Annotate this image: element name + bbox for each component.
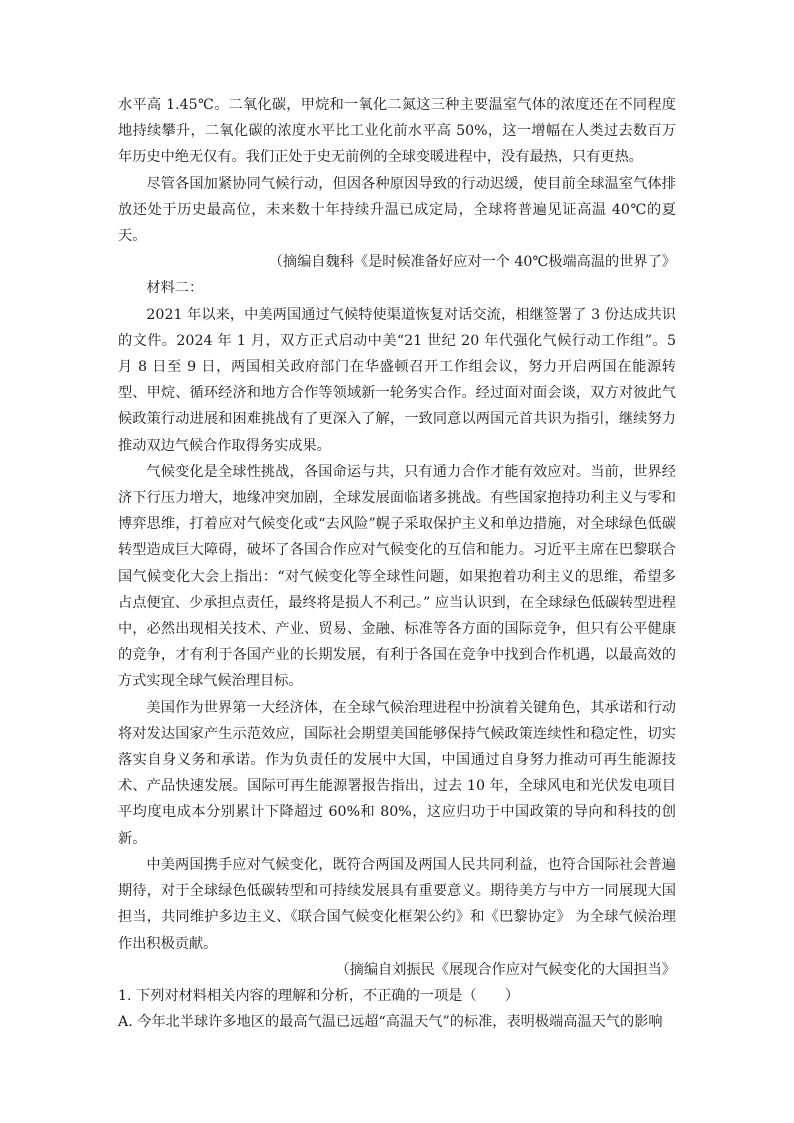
material1-paragraph-continued: 水平高 1.45℃。二氧化碳，甲烷和一氧化二氮这三种主要温室气体的浓度还在不同程度地持续攀升，二氧化碳的浓度水平比工业化前水平高 50%，这一增幅在人类过去数百万年历史中绝无仅有。我们正处于史无前例的全球变暖进程中，没有最热，只有更热。 bbox=[118, 97, 676, 166]
question-stem: 1. 下列对材料相关内容的理解和分析，不正确的一项是（ ） bbox=[118, 987, 520, 1004]
document-body bbox=[118, 92, 676, 1035]
question-option-a: A. 今年北半球许多地区的最高气温已远超“高温天气”的标准，表明极端高温天气的影响 bbox=[118, 1014, 663, 1031]
material1-source: （摘编自魏科《是时候准备好应对一个 40℃极端高温的世界了》 bbox=[268, 254, 676, 271]
material2-paragraph-4: 中美两国携手应对气候变化，既符合两国及两国人民共同利益，也符合国际社会普遍期待，对于全球绿色低碳转型和可持续发展具有重要意义。期待美方与中方一同展现大国担当，共同维护多边主义、《联合国气候变化框架公约》和《巴黎协定》 为全球气候治理作出积极贡献。 bbox=[118, 856, 676, 952]
material1-paragraph-2: 尽管各国加紧协同气候行动，但因各种原因导致的行动迟缓，使目前全球温室气体排放还处于历史最高位，未来数十年持续升温已成定局，全球将普遍见证高温 40℃的夏天。 bbox=[118, 175, 676, 245]
material2-paragraph-1: 2021 年以来，中美两国通过气候特使渠道恢复对话交流，相继签署了 3 份达成共识的文件。2024 年 1 月，双方正式启动中美“21 世纪 20 年代强化气候行动工作组”。5 月 8 日至 9 日，两国相关政府部门在华盛顿召开工作组会议，努力开启两国在能源转型、甲烷、循环经济和地方合作等领域新一轮务实合作。经过面对面会谈，双方对彼此气候政策行动进展和困难挑战有了更深入了解，一致同意以两国元首共识为指引，继续努力推动双边气候合作取得务实成果。 bbox=[118, 306, 676, 454]
material2-paragraph-3: 美国作为世界第一大经济体，在全球气候治理进程中扮演着关键角色，其承诺和行动将对发达国家产生示范效应，国际社会期望美国能够保持气候政策连续性和稳定性，切实落实自身义务和承诺。作为负责任的发展中大国，中国通过自身努力推动可再生能源技术、产品快速发展。国际可再生能源署报告指出，过去 10 年，全球风电和光伏发电项目平均度电成本分别累计下降超过 60%和 80%，这应归功于中国政策的导向和科技的创新。 bbox=[118, 699, 676, 847]
material2-paragraph-2: 气候变化是全球性挑战，各国命运与共，只有通力合作才能有效应对。当前，世界经济下行压力增大，地缘冲突加剧，全球发展面临诸多挑战。有些国家抱持功利主义与零和博弈思维，打着应对气候变化或“去风险”幌子采取保护主义和单边措施，对全球绿色低碳转型造成巨大障碍，破坏了各国合作应对气候变化的互信和能力。习近平主席在巴黎联合国气候变化大会上指出：“对气候变化等全球性问题，如果抱着功利主义的思维，希望多占点便宜、少承担点责任，最终将是损人不利己。” 应当认识到，在全球绿色低碳转型进程中，必然出现相关技术、产业、贸易、金融、标准等各方面的国际竞争，但只有公平健康的竞争，才有利于各国产业的长期发展，有利于各国在竞争中找到合作机遇，以最高效的方式实现全球气候治理目标。 bbox=[118, 463, 676, 690]
material2-label: 材料二： bbox=[146, 280, 204, 297]
material2-source: （摘编自刘振民《展现合作应对气候变化的大国担当》 bbox=[335, 961, 676, 978]
